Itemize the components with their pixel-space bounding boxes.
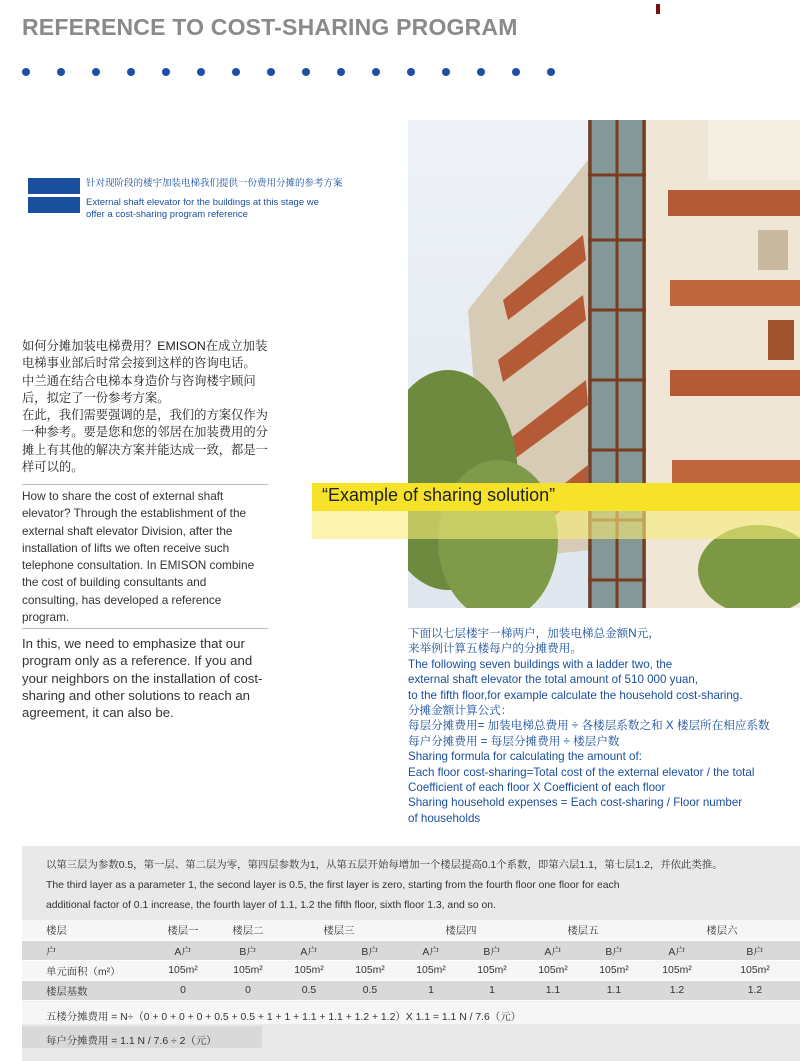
formula-line: of households <box>408 811 481 825</box>
cost-table <box>22 920 800 1001</box>
table-cell: B户 <box>462 940 522 960</box>
cn-line: 电梯事业部后时常会接到这样的咨询电话。 <box>22 356 256 371</box>
table-cell: 0.5 <box>340 980 400 1000</box>
cn-line: 在此，我们需要强调的是，我们的方案仅作为 <box>22 408 268 423</box>
table-row <box>22 940 800 960</box>
coefficient-note-en: The third layer as a parameter 1, the second layer is 0.5, the first layer is zero, starting from the fourth floor one floor for each <box>46 880 620 891</box>
table-cell: B户 <box>584 940 644 960</box>
table-cell: B户 <box>710 940 800 960</box>
formula-line: 每层分摊费用= 加装电梯总费用 ÷ 各楼层系数之和 X 楼层所在相应系数 <box>408 719 770 733</box>
table-cell: 105m² <box>644 960 710 980</box>
coefficient-note-en: additional factor of 0.1 increase, the fourth layer of 1.1, 1.2 the fifth floor, sixth floor 1.3, and so on. <box>46 900 496 911</box>
table-cell: 1.1 <box>522 980 584 1000</box>
floor-five-formula: 五楼分摊费用 = N÷（0 + 0 + 0 + 0 + 0.5 + 0.5 + 1 + 1 + 1.1 + 1.1 + 1.2 + 1.2）X 1.1 = 1.1 N / 7.6（元） <box>46 1012 521 1023</box>
formula-line: Each floor cost-sharing=Total cost of the external elevator / the total <box>408 765 755 779</box>
dot-icon <box>407 68 415 76</box>
table-cell: 楼层四 <box>400 920 522 940</box>
table-cell: 楼层一 <box>148 920 218 940</box>
dot-icon <box>197 68 205 76</box>
table-cell: A户 <box>644 940 710 960</box>
table-cell: 105m² <box>218 960 278 980</box>
dot-icon <box>22 68 30 76</box>
left-en-paragraph-2: In this, we need to emphasize that our program only as a reference. If you and your neighbors on the installation of cost-sharing and other solutions to reach an agreement, it can also be. <box>22 628 268 721</box>
cn-line: 摊上有其他的解决方案并能达成一致，都是一 <box>22 442 268 457</box>
dot-icon <box>512 68 520 76</box>
table-cell: B户 <box>340 940 400 960</box>
calculation-panel <box>22 846 800 1061</box>
cn-line: 中兰通在结合电梯本身造价与咨询楼宇顾问 <box>22 373 256 388</box>
cn-line: 一种参考。要是您和您的邻居在加装费用的分 <box>22 425 268 440</box>
table-cell: 1.2 <box>644 980 710 1000</box>
dot-icon <box>372 68 380 76</box>
dot-icon <box>547 68 555 76</box>
banner-text: “Example of sharing solution” <box>322 485 556 505</box>
intro-bar <box>28 178 80 194</box>
table-cell: 楼层三 <box>278 920 400 940</box>
dot-icon <box>162 68 170 76</box>
formula-line: 每户分摊费用 = 每层分摊费用 ÷ 楼层户数 <box>408 734 620 748</box>
dot-icon <box>442 68 450 76</box>
table-cell: 楼层二 <box>218 920 278 940</box>
formula-line: 下面以七层楼宇一梯两户，加装电梯总金额N元， <box>408 627 660 640</box>
table-row <box>22 980 800 1000</box>
intro-cn-row <box>28 178 343 194</box>
formula-line: external shaft elevator the total amount of 510 000 yuan, <box>408 673 699 687</box>
right-formula-text <box>408 626 798 826</box>
table-cell: 楼层 <box>22 920 148 940</box>
formula-line: Coefficient of each floor X Coefficient of each floor <box>408 781 666 795</box>
cn-line: 样可以的。 <box>22 460 84 475</box>
table-cell: 楼层基数 <box>22 980 148 1000</box>
dot-icon <box>477 68 485 76</box>
household-formula: 每户分摊费用 = 1.1 N / 7.6 ÷ 2（元） <box>46 1036 217 1047</box>
table-cell: 0 <box>218 980 278 1000</box>
formula-line: to the fifth floor,for example calculate the household cost-sharing. <box>408 688 743 702</box>
left-en-paragraph-1: How to share the cost of external shaft elevator? Through the establishment of the external shaft elevator Division, after the installation of lifts we often receive such telephone consultation. In EMISON combine the cost of building consultants and consulting, has developed a reference program. <box>22 484 268 626</box>
dot-icon <box>302 68 310 76</box>
formula-line: Sharing formula for calculating the amount of: <box>408 750 642 764</box>
corner-mark <box>656 4 660 14</box>
table-cell: A户 <box>278 940 340 960</box>
table-cell: 楼层五 <box>522 920 644 940</box>
formula-line: The following seven buildings with a ladder two, the <box>408 657 673 671</box>
table-cell: 105m² <box>462 960 522 980</box>
formula-line: Sharing household expenses = Each cost-sharing / Floor number <box>408 796 743 810</box>
intro-cn-text: 针对现阶段的楼宇加装电梯我们提供一份费用分摊的参考方案 <box>86 178 343 189</box>
table-cell: A户 <box>148 940 218 960</box>
dot-icon <box>267 68 275 76</box>
cn-line: 如何分摊加装电梯费用？EMISON在成立加装 <box>22 339 268 353</box>
dot-icon <box>337 68 345 76</box>
table-cell: B户 <box>218 940 278 960</box>
formula-line: 分摊金额计算公式： <box>408 704 513 718</box>
table-cell: 105m² <box>148 960 218 980</box>
dot-icon <box>92 68 100 76</box>
table-cell: A户 <box>522 940 584 960</box>
table-cell: 105m² <box>522 960 584 980</box>
dot-icon <box>57 68 65 76</box>
table-cell: 1 <box>400 980 462 1000</box>
table-row <box>22 920 800 940</box>
page-title: REFERENCE TO COST-SHARING PROGRAM <box>22 14 518 40</box>
intro-en-line: External shaft elevator for the buildings at this stage we <box>86 197 319 208</box>
intro-en-row <box>28 197 319 221</box>
table-cell: 105m² <box>710 960 800 980</box>
dot-divider <box>22 68 555 76</box>
table-cell: 1 <box>462 980 522 1000</box>
example-banner <box>312 483 800 539</box>
table-cell: A户 <box>400 940 462 960</box>
table-cell: 1.2 <box>710 980 800 1000</box>
table-row <box>22 960 800 980</box>
intro-en-text <box>86 197 319 221</box>
table-cell: 105m² <box>400 960 462 980</box>
table-cell: 105m² <box>340 960 400 980</box>
table-cell: 户 <box>22 940 148 960</box>
intro-bar <box>28 197 80 213</box>
table-cell: 楼层六 <box>644 920 800 940</box>
table-cell: 单元面积（m²） <box>22 960 148 980</box>
banner-stripe <box>312 511 800 539</box>
dot-icon <box>232 68 240 76</box>
table-cell: 0.5 <box>278 980 340 1000</box>
table-cell: 105m² <box>584 960 644 980</box>
intro-en-line: offer a cost-sharing program reference <box>86 209 248 220</box>
dot-icon <box>127 68 135 76</box>
coefficient-note-cn: 以第三层为参数0.5，第一层、第二层为零，第四层参数为1，从第五层开始每增加一个楼层提高0.1个系数，即第六层1.1，第七层1.2，并依此类推。 <box>46 860 723 871</box>
left-cn-paragraph <box>22 338 268 476</box>
table-cell: 1.1 <box>584 980 644 1000</box>
table-cell: 0 <box>148 980 218 1000</box>
table-cell: 105m² <box>278 960 340 980</box>
formula-line: 来举例计算五楼每户的分摊费用。 <box>408 642 582 656</box>
cn-line: 后，拟定了一份参考方案。 <box>22 390 170 405</box>
